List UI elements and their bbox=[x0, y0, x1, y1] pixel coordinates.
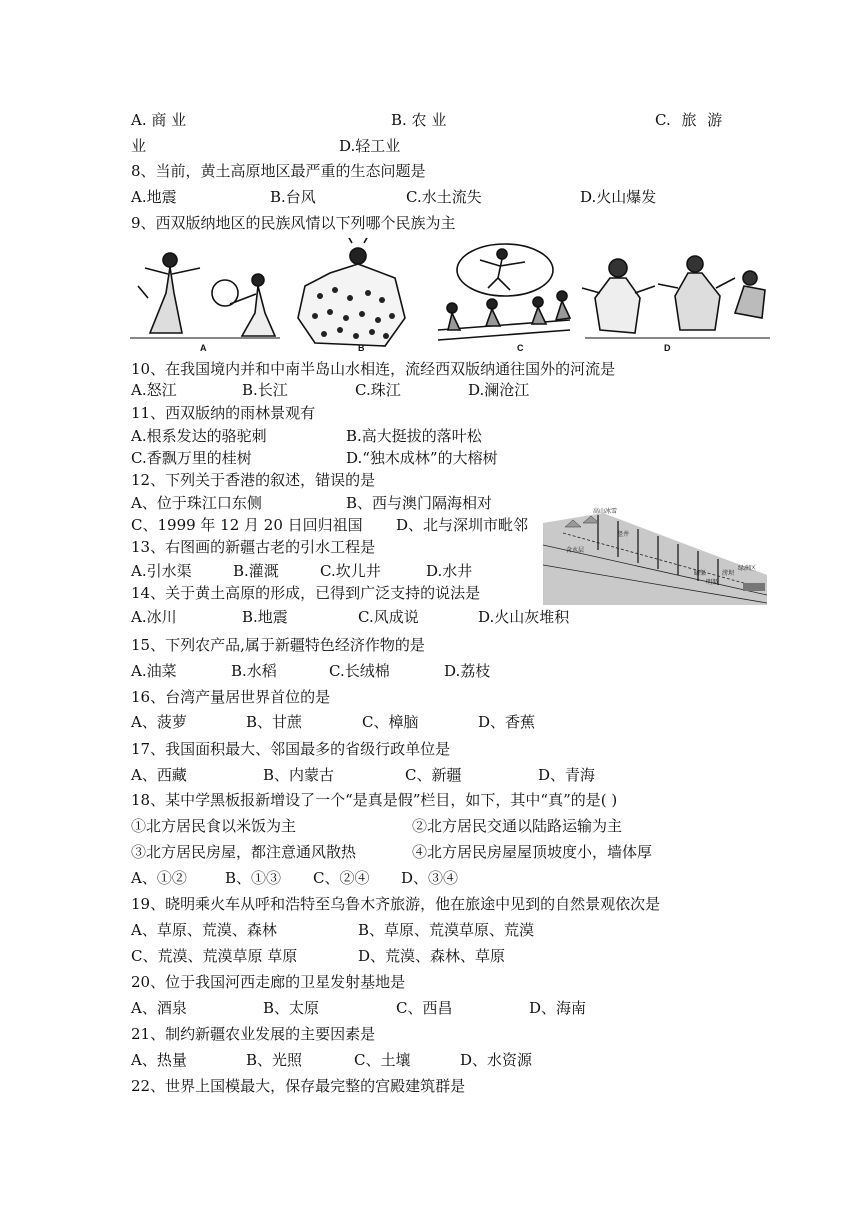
q16-stem: 16、台湾产量居世界首位的是 bbox=[131, 688, 331, 706]
q14-option-c: C.风成说 bbox=[358, 608, 419, 626]
q16-option-c: C、樟脑 bbox=[362, 713, 419, 731]
q18-statement-2: ②北方居民交通以陆路运输为主 bbox=[412, 817, 623, 835]
q7-option-d: D.轻工业 bbox=[339, 137, 401, 155]
karez-label-oasis: 绿洲区 bbox=[738, 566, 757, 572]
q20-stem: 20、位于我国河西走廊的卫星发射基地是 bbox=[131, 973, 406, 991]
q20-option-b: B、太原 bbox=[263, 999, 320, 1017]
q15-option-d: D.荔枝 bbox=[444, 662, 491, 680]
dance-figure-d bbox=[582, 256, 770, 338]
q13-option-b: B.灌溉 bbox=[233, 562, 279, 580]
q14-option-b: B.地震 bbox=[242, 608, 288, 626]
q21-option-a: A、热量 bbox=[131, 1051, 187, 1069]
q11-stem: 11、西双版纳的雨林景观有 bbox=[131, 404, 316, 422]
figure-label-a: A bbox=[200, 343, 207, 353]
q16-option-b: B、甘蔗 bbox=[246, 713, 303, 731]
q8-option-b: B.台风 bbox=[270, 188, 316, 206]
q14-option-a: A.冰川 bbox=[131, 608, 177, 626]
figure-label-c: C bbox=[517, 343, 524, 353]
q18-stem: 18、某中学黑板报新增设了一个“是真是假”栏目，如下，其中“真”的是( ) bbox=[131, 791, 618, 809]
karez-label-shaft: 竖井 bbox=[617, 532, 630, 538]
q8-option-c: C.水土流失 bbox=[406, 188, 482, 206]
q10-option-b: B.长江 bbox=[242, 381, 288, 399]
q14-option-d: D.火山灰堆积 bbox=[478, 608, 570, 626]
q17-option-b: B、内蒙古 bbox=[263, 766, 335, 784]
q16-option-d: D、香蕉 bbox=[478, 713, 536, 731]
q19-option-d: D、荒漠、森林、草原 bbox=[358, 947, 506, 965]
q17-option-a: A、西藏 bbox=[131, 766, 187, 784]
karez-figure bbox=[543, 505, 767, 605]
q12-option-a: A、位于珠江口东侧 bbox=[131, 494, 262, 512]
q11-option-d: D.“独木成林”的大榕树 bbox=[346, 449, 498, 467]
q13-stem: 13、右图画的新疆古老的引水工程是 bbox=[131, 538, 376, 556]
q19-option-c: C、荒漠、荒漠草原 草原 bbox=[131, 947, 298, 965]
q12-option-c: C、1999 年 12 月 20 日回归祖国 bbox=[131, 516, 363, 534]
q11-option-b: B.高大挺拔的落叶松 bbox=[346, 427, 482, 445]
q10-option-c: C.珠江 bbox=[355, 381, 401, 399]
q15-option-b: B.水稻 bbox=[231, 662, 277, 680]
q11-option-c: C.香飘万里的桂树 bbox=[131, 449, 252, 467]
q17-stem: 17、我国面积最大、邻国最多的省级行政单位是 bbox=[131, 740, 451, 758]
q10-option-a: A.怒江 bbox=[131, 381, 177, 399]
q14-stem: 14、关于黄土高原的形成，已得到广泛支持的说法是 bbox=[131, 584, 481, 602]
q21-option-d: D、水资源 bbox=[460, 1051, 533, 1069]
ethnic-dance-figure bbox=[130, 238, 770, 354]
q18-statement-4: ④北方居民房屋屋顶坡度小，墙体厚 bbox=[412, 843, 653, 861]
dance-figure-c bbox=[438, 244, 570, 340]
q21-stem: 21、制约新疆农业发展的主要因素是 bbox=[131, 1025, 376, 1043]
q12-option-b: B、西与澳门隔海相对 bbox=[346, 494, 493, 512]
figure-label-b: B bbox=[358, 343, 365, 353]
q12-option-d: D、北与深圳市毗邻 bbox=[396, 516, 529, 534]
q18-option-a: A、①② bbox=[131, 869, 187, 887]
q7-option-a: A. 商 业 bbox=[131, 111, 187, 129]
q18-statement-1: ①北方居民食以米饭为主 bbox=[131, 817, 297, 835]
q18-statement-3: ③北方居民房屋，都注意通风散热 bbox=[131, 843, 357, 861]
q17-option-c: C、新疆 bbox=[405, 766, 462, 784]
karez-label-open-channel: 明渠 bbox=[706, 580, 719, 586]
q8-option-a: A.地震 bbox=[131, 188, 177, 206]
q13-option-d: D.水井 bbox=[426, 562, 473, 580]
q7-option-c: C. 旅 游 bbox=[655, 111, 723, 129]
q8-option-d: D.火山爆发 bbox=[580, 188, 657, 206]
q18-option-b: B、①③ bbox=[225, 869, 282, 887]
q10-option-d: D.澜沧江 bbox=[468, 381, 530, 399]
q15-stem: 15、下列农产品,属于新疆特色经济作物的是 bbox=[131, 636, 425, 654]
q19-option-b: B、草原、荒漠草原、荒漠 bbox=[358, 921, 535, 939]
q15-option-c: C.长绒棉 bbox=[329, 662, 390, 680]
q18-option-c: C、②④ bbox=[313, 869, 370, 887]
q16-option-a: A、菠萝 bbox=[131, 713, 187, 731]
karez-label-snow: 高山冰雪 bbox=[593, 509, 618, 515]
q18-option-d: D、③④ bbox=[401, 869, 459, 887]
q10-stem: 10、在我国境内并和中南半岛山水相连，流经西双版纳通往国外的河流是 bbox=[131, 360, 616, 378]
q19-option-a: A、草原、荒漠、森林 bbox=[131, 921, 277, 939]
q11-option-a: A.根系发达的骆驼刺 bbox=[131, 427, 267, 445]
q12-stem: 12、下列关于香港的叙述，错误的是 bbox=[131, 471, 376, 489]
q20-option-d: D、海南 bbox=[529, 999, 587, 1017]
figure-label-d: D bbox=[664, 343, 671, 353]
q19-stem: 19、晓明乘火车从呼和浩特至乌鲁木齐旅游，他在旅途中见到的自然景观依次是 bbox=[131, 895, 661, 913]
q21-option-b: B、光照 bbox=[246, 1051, 303, 1069]
q13-option-a: A.引水渠 bbox=[131, 562, 192, 580]
q17-option-d: D、青海 bbox=[538, 766, 596, 784]
q22-stem: 22、世界上国模最大，保存最完整的宫殿建筑群是 bbox=[131, 1077, 466, 1095]
q8-stem: 8、当前，黄土高原地区最严重的生态问题是 bbox=[131, 162, 426, 180]
q7-option-c-wrap: 业 bbox=[131, 137, 147, 155]
q7-option-b: B. 农 业 bbox=[391, 111, 447, 129]
q20-option-a: A、酒泉 bbox=[131, 999, 187, 1017]
karez-label-underground-channel: 暗渠 bbox=[694, 571, 707, 577]
dance-figure-a bbox=[130, 253, 280, 338]
dance-figure-b bbox=[298, 238, 405, 346]
q9-stem: 9、西双版纳地区的民族风情以下列哪个民族为主 bbox=[131, 214, 456, 232]
karez-label-pond: 涝坝 bbox=[722, 571, 735, 577]
q21-option-c: C、土壤 bbox=[354, 1051, 411, 1069]
q13-option-c: C.坎儿井 bbox=[320, 562, 381, 580]
q15-option-a: A.油菜 bbox=[131, 662, 177, 680]
karez-label-aquifer: 含水层 bbox=[566, 548, 585, 554]
q20-option-c: C、西昌 bbox=[396, 999, 453, 1017]
